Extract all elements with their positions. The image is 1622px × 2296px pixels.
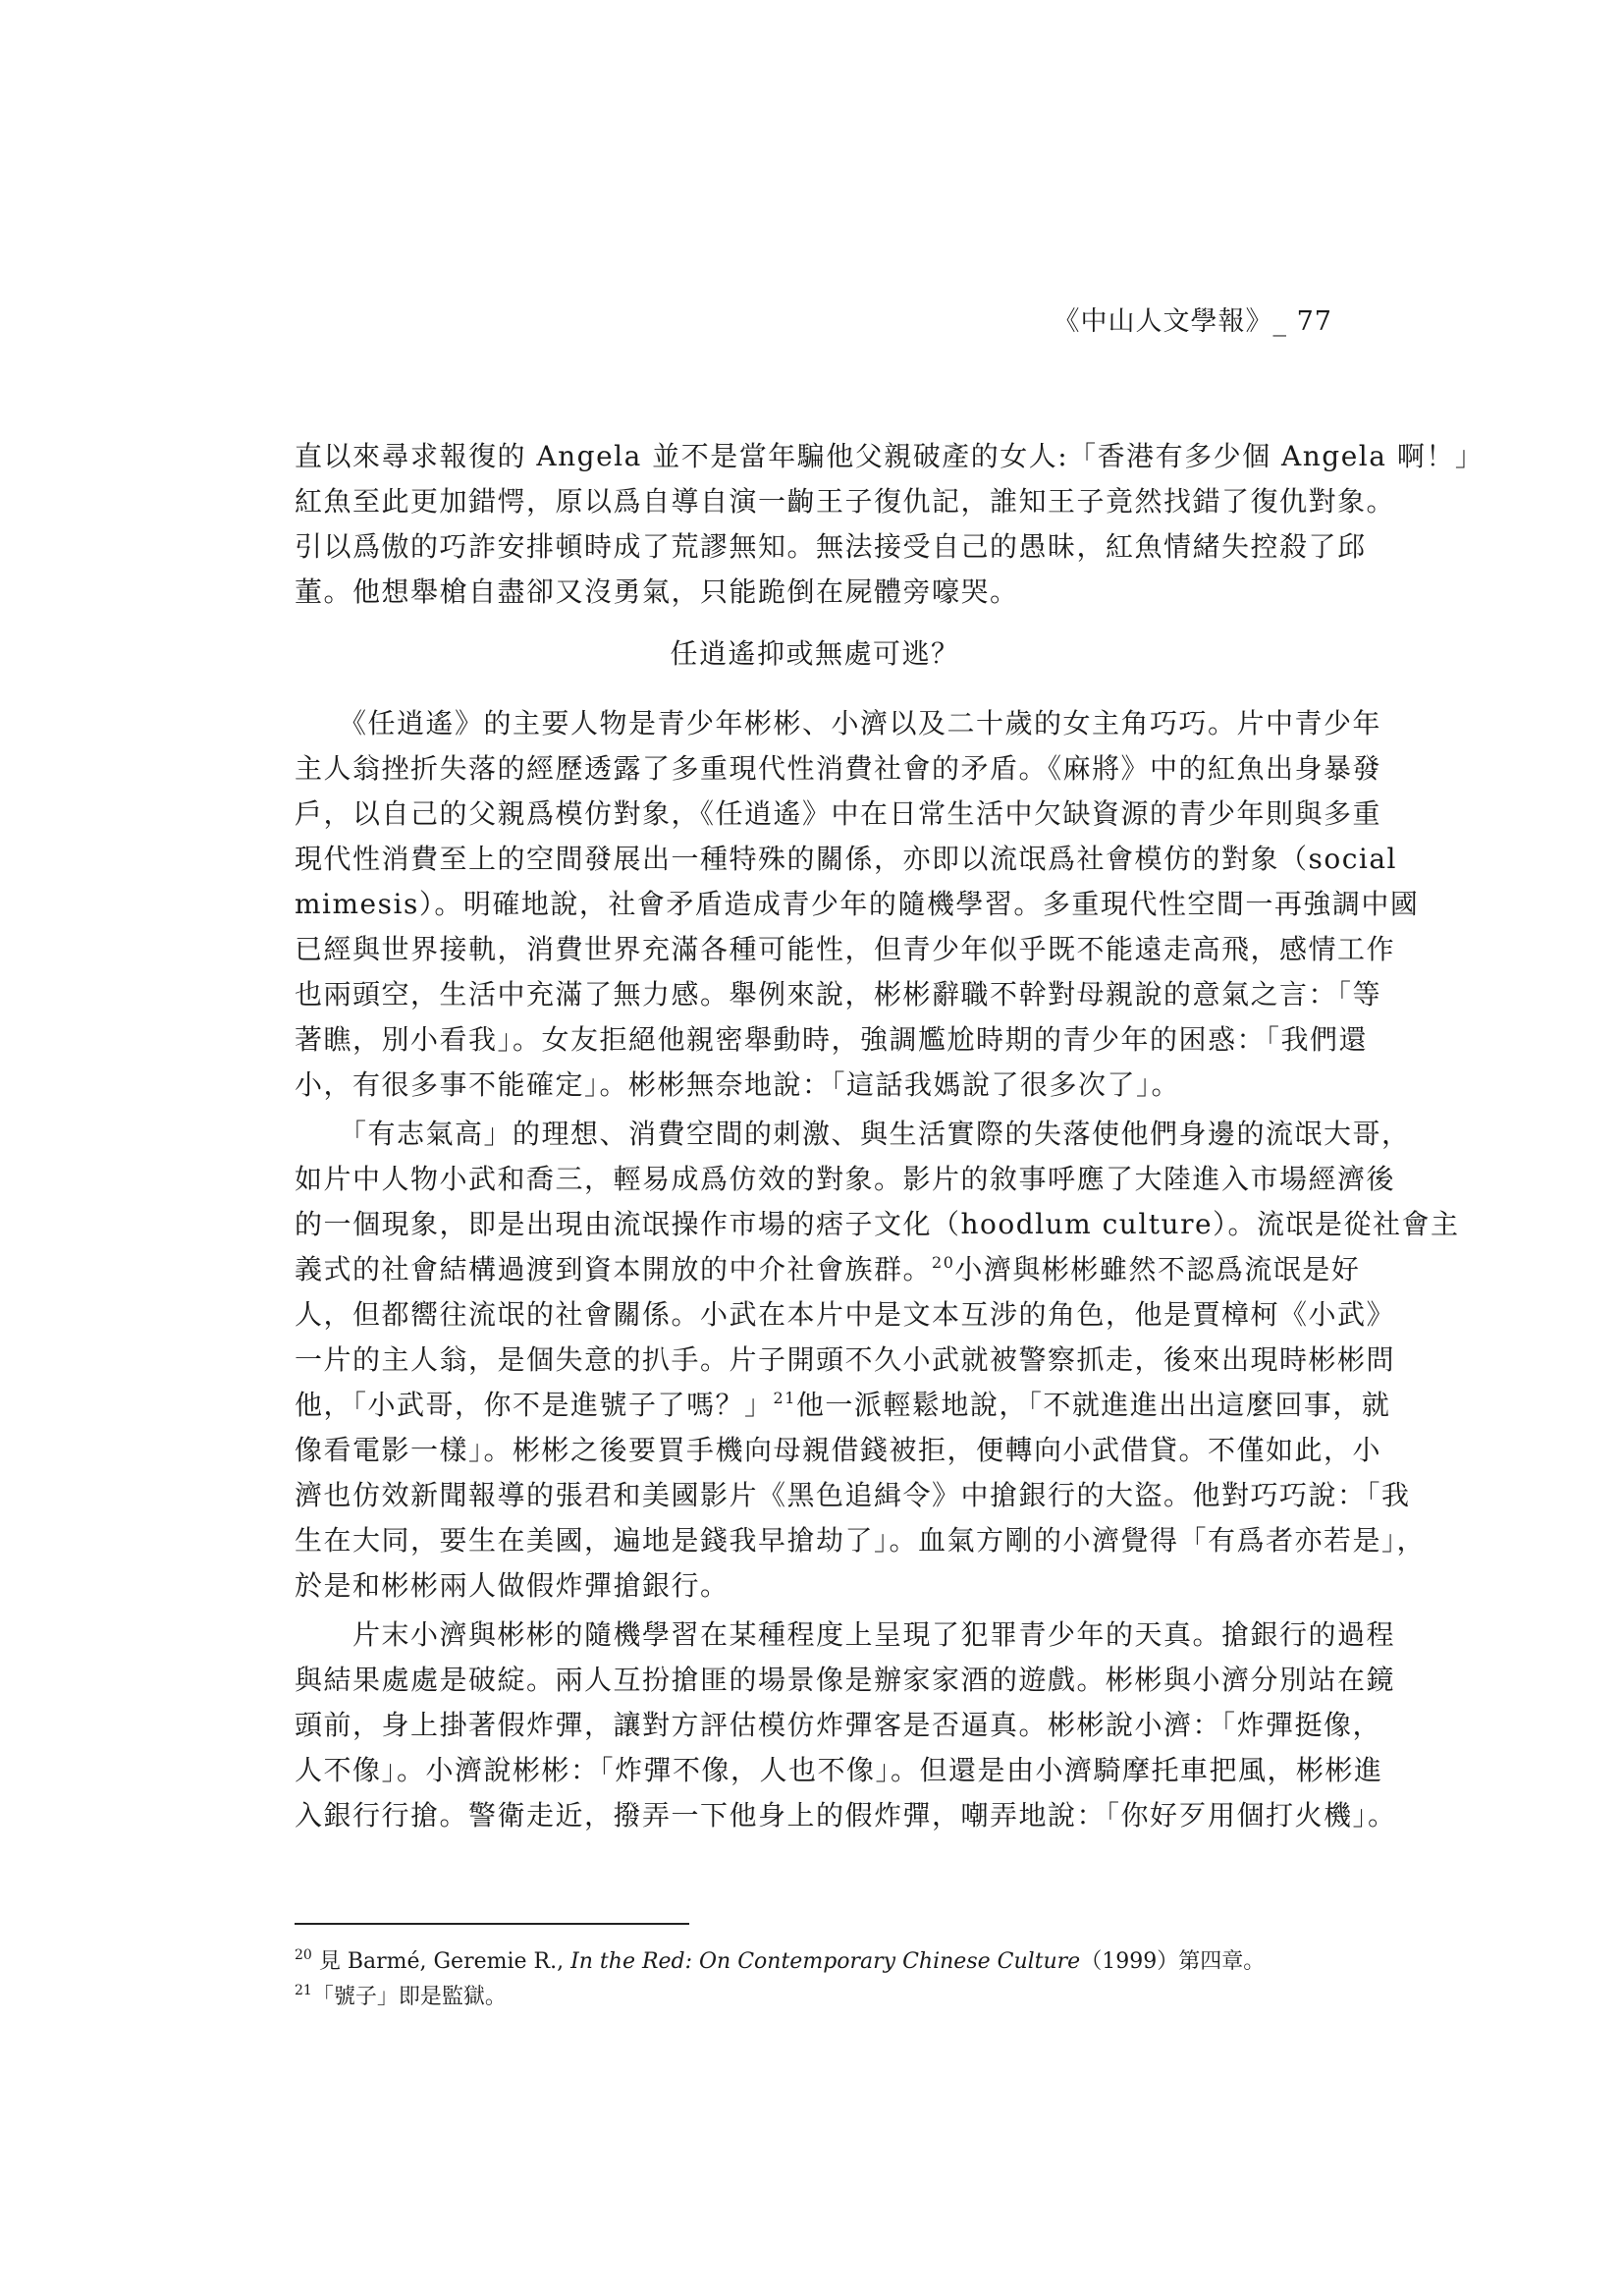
text-line: 一片的主人翁，是個失意的扒手。片子開頭不久小武就被警察抓走，後來出現時彬彬問 — [295, 1343, 1396, 1376]
text-line: 生在大同，要生在美國，遍地是錢我早搶劫了」。血氣方剛的小濟覺得「有爲者亦若是」， — [295, 1524, 1427, 1557]
text-line — [295, 1247, 1361, 1292]
paragraph-3 — [295, 1112, 1460, 1609]
text-line: 濟也仿效新聞報導的張君和美國影片《黑色追緝令》中搶銀行的大盜。他對巧巧說：「我 — [295, 1479, 1411, 1511]
footnote-number: 20 — [295, 1947, 312, 1963]
footnote-ref-20[interactable]: 20 — [932, 1253, 955, 1272]
text-line: 像看電影一樣」。彬彬之後要買手機向母親借錢被拒，便轉向小武借貸。不僅如此，小 — [295, 1434, 1382, 1466]
footnote-text: 見 Barmé, Geremie R., — [311, 1949, 571, 1974]
text-line: 入銀行行搶。警衛走近，撥弄一下他身上的假炸彈，嘲弄地說：「你好歹用個打火機」。 — [295, 1799, 1397, 1831]
text-line: 紅魚至此更加錯愕，原以爲自導自演一齣王子復仇記，誰知王子竟然找錯了復仇對象。 — [295, 485, 1396, 518]
text-line: 頭前，身上掛著假炸彈，讓對方評估模仿炸彈客是否逼真。彬彬說小濟：「炸彈挺像， — [295, 1709, 1382, 1741]
footnotes — [295, 1944, 1335, 2015]
paragraph-2 — [295, 701, 1420, 1108]
paragraph-1 — [295, 434, 1485, 615]
text-line: 如片中人物小武和喬三，輕易成爲仿效的對象。影片的敘事呼應了大陸進入市場經濟後 — [295, 1163, 1396, 1195]
text-line: 戶，以自己的父親爲模仿對象，《任逍遙》中在日常生活中欠缺資源的青少年則與多重 — [295, 797, 1382, 830]
text-line: 與結果處處是破綻。兩人互扮搶匪的場景像是辦家家酒的遊戲。彬彬與小濟分別站在鏡 — [295, 1664, 1396, 1696]
text-line: 董。他想舉槍自盡卻又沒勇氣，只能跪倒在屍體旁嚎哭。 — [295, 575, 1019, 608]
text-line: mimesis）。明確地說，社會矛盾造成青少年的隨機學習。多重現代性空間一再強調中國 — [295, 888, 1420, 920]
footnote-book-title: In the Red: On Contemporary Chinese Culture — [570, 1949, 1081, 1974]
text-segment: 義式的社會結構過渡到資本開放的中介社會族群。 — [295, 1253, 933, 1285]
footnote-20 — [295, 1944, 1335, 1980]
text-line: 人不像」。小濟說彬彬：「炸彈不像，人也不像」。但還是由小濟騎摩托車把風，彬彬進 — [295, 1754, 1383, 1786]
text-segment: 他，「小武哥，你不是進號子了嗎？」 — [295, 1389, 774, 1421]
footnote-number: 21 — [295, 1983, 312, 1998]
text-line: 「有志氣高」的理想、消費空間的刺激、與生活實際的失落使他們身邊的流氓大哥， — [295, 1118, 1411, 1150]
text-line: 引以爲傲的巧詐安排頓時成了荒謬無知。無法接受自己的愚昧，紅魚情緒失控殺了邱 — [295, 530, 1367, 563]
footnote-text: （1999）第四章。 — [1080, 1949, 1266, 1974]
text-line: 於是和彬彬兩人做假炸彈搶銀行。 — [295, 1569, 730, 1602]
text-line: 直以來尋求報復的 Angela 並不是當年騙他父親破產的女人:「香港有多少個 Angela 啊！」 — [295, 440, 1485, 472]
footnote-divider — [295, 1923, 689, 1925]
footnote-text: 「號子」即是監獄。 — [311, 1985, 507, 2009]
text-segment: 他一派輕鬆地說，「不就進進出出這麼回事，就 — [795, 1389, 1391, 1421]
text-line: 主人翁挫折失落的經歷透露了多重現代性消費社會的矛盾。《麻將》中的紅魚出身暴發 — [295, 752, 1382, 785]
text-line: 也兩頭空，生活中充滿了無力感。舉例來說，彬彬辭職不幹對母親說的意氣之言：「等 — [295, 978, 1382, 1011]
text-line: 《任逍遙》的主要人物是青少年彬彬、小濟以及二十歲的女主角巧巧。片中青少年 — [295, 707, 1382, 739]
footnote-ref-21[interactable]: 21 — [773, 1389, 796, 1407]
text-line: 現代性消費至上的空間發展出一種特殊的關係，亦即以流氓爲社會模仿的對象（social — [295, 843, 1398, 875]
text-line: 片末小濟與彬彬的隨機學習在某種程度上呈現了犯罪青少年的天真。搶銀行的過程 — [295, 1618, 1396, 1651]
body-text — [295, 434, 1485, 1838]
section-title: 任逍遙抑或無處可逃？ — [670, 637, 960, 670]
text-segment: 小濟與彬彬雖然不認爲流氓是好 — [954, 1253, 1361, 1285]
text-line — [295, 1383, 1391, 1428]
text-line: 著瞧，別小看我」。女友拒絕他親密舉動時，強調尷尬時期的青少年的困惑：「我們還 — [295, 1023, 1369, 1056]
paragraph-4 — [295, 1613, 1397, 1838]
text-line: 人，但都嚮往流氓的社會關係。小武在本片中是文本互涉的角色，他是賈樟柯《小武》 — [295, 1298, 1396, 1331]
running-head: 《中山人文學報》_ 77 — [1053, 306, 1332, 337]
text-line: 小，有很多事不能確定」。彬彬無奈地說：「這話我媽說了很多次了」。 — [295, 1068, 1181, 1101]
footnote-21 — [295, 1980, 1335, 2015]
text-line: 的一個現象，即是出現由流氓操作市場的痞子文化（hoodlum culture）。流氓是從社會主 — [295, 1208, 1460, 1240]
text-line: 已經與世界接軌，消費世界充滿各種可能性，但青少年似乎既不能遠走高飛，感情工作 — [295, 933, 1396, 965]
